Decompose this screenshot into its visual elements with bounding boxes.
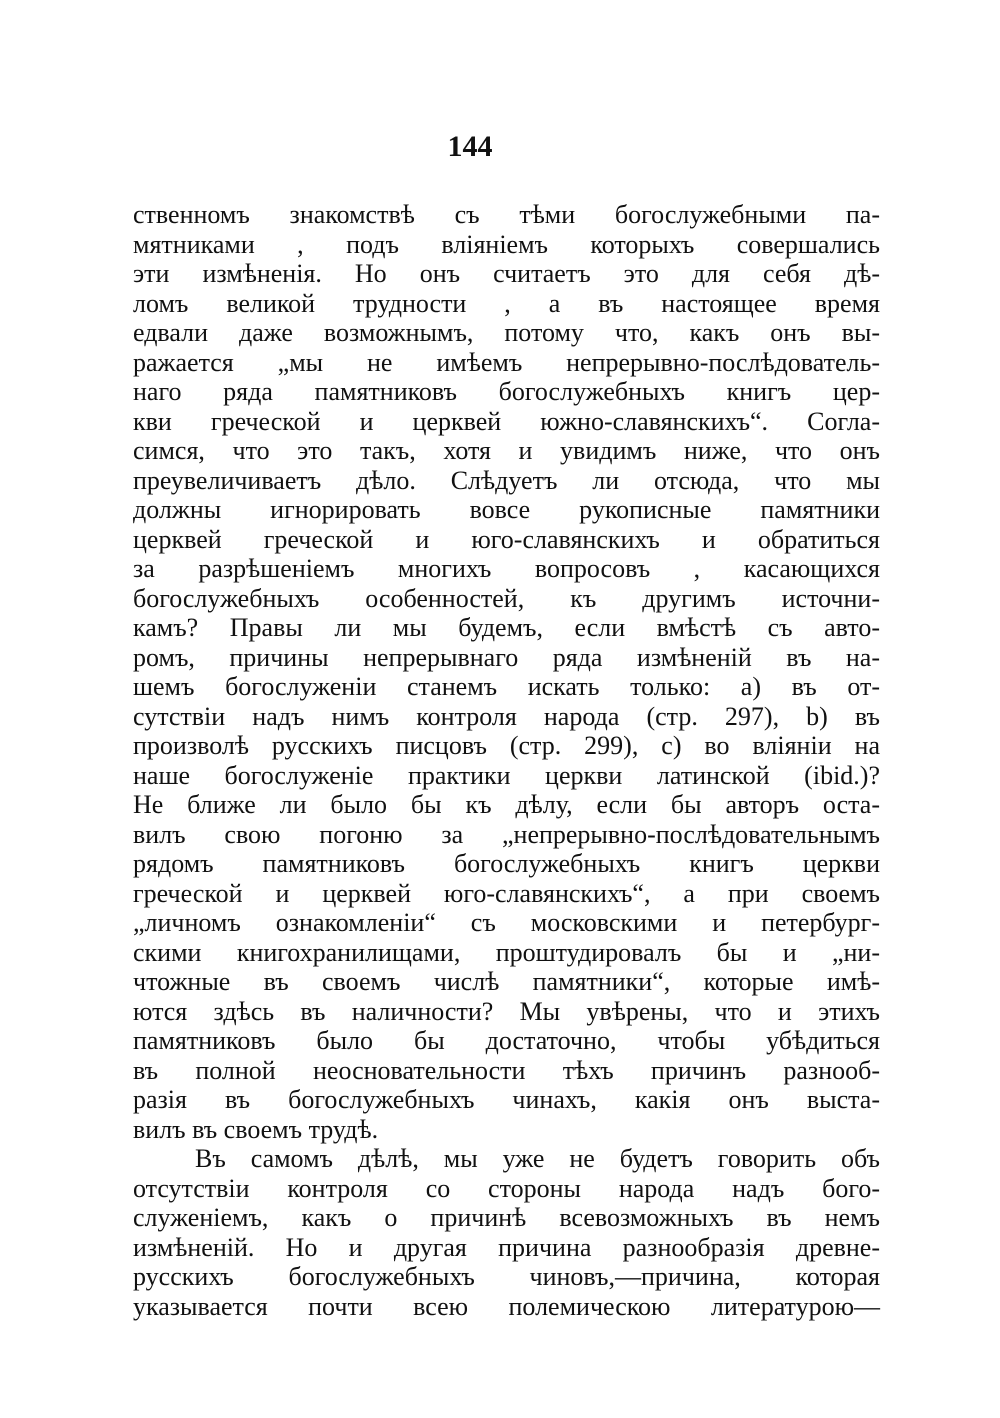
text-line: ромъ, причины непрерывнаго ряда измѣненій въ на- (133, 642, 880, 672)
text-line: отсутствіи контроля со стороны народа надъ бого- (133, 1173, 880, 1203)
text-line: служеніемъ, какъ о причинѣ всевозможныхъ въ немъ (133, 1203, 880, 1232)
text-line: разія въ богослужебныхъ чинахъ, какія онъ выста- (133, 1085, 880, 1114)
text-line: ражается „мы не имѣемъ непрерывно-послѣдователь- (133, 347, 880, 377)
text-line: мятниками , подъ вліяніемъ которыхъ совершались (133, 229, 880, 259)
text-line: ственномъ знакомствѣ съ тѣми богослужебными па- (133, 200, 880, 229)
text-line: греческой и церквей юго-славянскихъ“, а при своемъ (133, 878, 880, 908)
text-line: измѣненій. Но и другая причина разнообразія древне- (133, 1232, 880, 1262)
text-line: указывается почти всею полемическою литературою— (133, 1291, 880, 1321)
page-number: 144 (447, 130, 493, 163)
text-line: наше богослуженіе практики церкви латинской (ibid.)? (133, 760, 880, 790)
text-line: Въ самомъ дѣлѣ, мы уже не будетъ говорить объ (195, 1144, 880, 1173)
text-line: богослужебныхъ особенностей, къ другимъ источни- (133, 583, 880, 613)
text-line: должны игнорировать вовсе рукописные памятники (133, 495, 880, 524)
text-line: памятниковъ было бы достаточно, чтобы убѣдиться (133, 1026, 880, 1055)
body-text (133, 200, 880, 1321)
text-line: Не ближе ли было бы къ дѣлу, если бы авторъ оста- (133, 790, 880, 819)
text-line: едвали даже возможнымъ, потому что, какъ онъ вы- (133, 318, 880, 347)
text-line: ются здѣсь въ наличности? Мы увѣрены, что и этихъ (133, 996, 880, 1026)
text-line: преувеличиваетъ дѣло. Слѣдуетъ ли отсюда, что мы (133, 465, 880, 495)
text-line: рядомъ памятниковъ богослужебныхъ книгъ церкви (133, 849, 880, 878)
text-line: чтожные въ своемъ числѣ памятники“, которые имѣ- (133, 967, 880, 996)
text-line: вилъ свою погоню за „непрерывно-послѣдовательнымъ (133, 819, 880, 849)
text-line: русскихъ богослужебныхъ чиновъ,—причина, которая (133, 1262, 880, 1291)
text-line: ломъ великой трудности , а въ настоящее время (133, 288, 880, 318)
text-line: за разрѣшеніемъ многихъ вопросовъ , касающихся (133, 554, 880, 583)
text-line: сутствіи надъ нимъ контроля народа (стр. 297), b) въ (133, 701, 880, 731)
text-line: шемъ богослуженіи станемъ искать только: a) въ от- (133, 672, 880, 701)
text-line: кви греческой и церквей южно-славянскихъ“. Согла- (133, 406, 880, 436)
text-line: эти измѣненія. Но онъ считаетъ это для себя дѣ- (133, 259, 880, 288)
text-line: скими книгохранилищами, проштудировалъ бы и „ни- (133, 937, 880, 967)
text-line: „личномъ ознакомленіи“ съ московскими и петербург- (133, 908, 880, 937)
text-line: въ полной неосновательности тѣхъ причинъ разнооб- (133, 1055, 880, 1085)
text-line: симся, что это такъ, хотя и увидимъ ниже, что онъ (133, 436, 880, 465)
text-line: вилъ въ своемъ трудѣ. (133, 1114, 379, 1144)
text-line: произволѣ русскихъ писцовъ (стр. 299), c) во вліяніи на (133, 731, 880, 760)
text-line: камъ? Правы ли мы будемъ, если вмѣстѣ съ авто- (133, 613, 880, 642)
text-line: церквей греческой и юго-славянскихъ и обратиться (133, 524, 880, 554)
text-line: наго ряда памятниковъ богослужебныхъ книгъ цер- (133, 377, 880, 406)
